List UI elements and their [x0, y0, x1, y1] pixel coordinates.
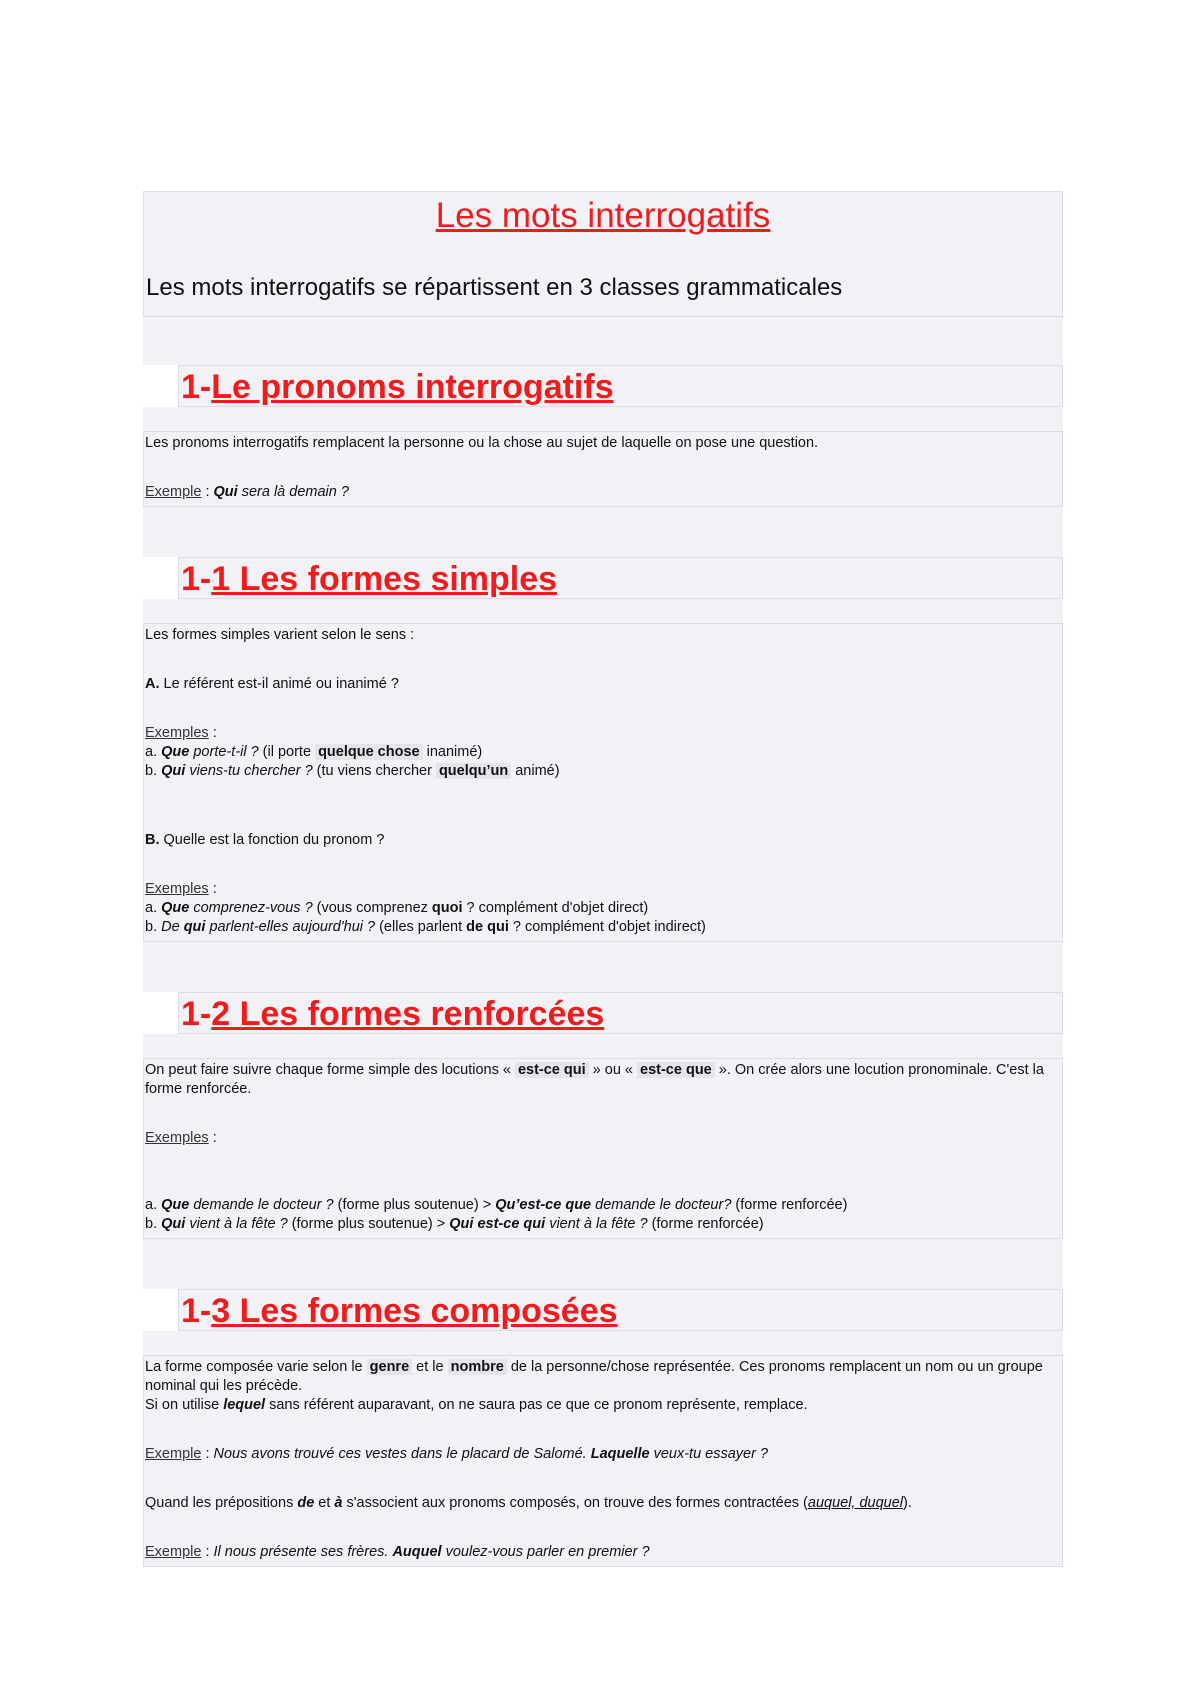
page-title: Les mots interrogatifs [435, 196, 771, 235]
section-number: 1- [181, 560, 212, 598]
spacer [143, 942, 1063, 992]
examples-label: Exemples [145, 881, 209, 897]
section-number: 1- [181, 995, 212, 1033]
section-1-2-heading [178, 992, 1063, 1034]
section-1-1-heading [178, 557, 1063, 599]
text: et le [412, 1359, 448, 1375]
section-1-3-body [143, 1355, 1063, 1567]
spacer [145, 781, 1060, 831]
section-title: 1 Les formes simples [211, 560, 558, 598]
section-1-2-body [143, 1058, 1063, 1239]
paragraph [145, 1358, 1060, 1396]
example-text: vient à la fête ? [185, 1216, 288, 1232]
text: ». On crée alors une locution pronominale. C'est la forme renforcée. [145, 1062, 1044, 1097]
example-text: veux-tu essayer ? [649, 1446, 769, 1462]
text: » ou « [588, 1062, 638, 1078]
keyword-highlight: nombre [448, 1359, 507, 1375]
examples-label: Exemples [145, 725, 209, 741]
paragraph [145, 1396, 1060, 1415]
examples-heading [145, 1129, 1060, 1148]
keyword: Qu’est-ce que [495, 1197, 592, 1213]
example-line [145, 483, 1060, 502]
example-text: (elles parlent [375, 919, 467, 935]
keyword: Qui est-ce qui [449, 1216, 546, 1232]
section-number: 1- [181, 368, 212, 406]
spacer [145, 1099, 1060, 1129]
spacer [145, 1513, 1060, 1543]
example-label: Exemple [145, 1446, 202, 1462]
spacer [145, 645, 1060, 675]
keyword-highlight: quelqu’un [436, 763, 511, 779]
example-text: ? complément d'objet direct) [462, 900, 649, 916]
text: sans référent auparavant, on ne saura pas ce que ce pronom représente, remplace. [265, 1397, 808, 1413]
keyword: Laquelle [590, 1446, 650, 1462]
keyword-highlight: quelque chose [315, 744, 423, 760]
example-text: demande le docteur ? [189, 1197, 334, 1213]
keyword: Qui [161, 1216, 186, 1232]
label-b: B. [145, 832, 160, 848]
paragraph: Les pronoms interrogatifs remplacent la personne ou la chose au sujet de laquelle on pose une question. [145, 435, 819, 451]
text: La forme composée varie selon le [145, 1359, 367, 1375]
example-label: Exemple [145, 1544, 202, 1560]
keyword: Qui [213, 484, 238, 500]
colon: : [208, 725, 217, 741]
example-line [145, 743, 1060, 762]
keyword: de qui [466, 919, 509, 935]
question-text: Le référent est-il animé ou inanimé ? [159, 676, 399, 692]
example-text: inanimé) [422, 744, 483, 760]
example-text: demande le docteur? [591, 1197, 732, 1213]
spacer [143, 317, 1063, 365]
example-text: Il nous présente ses frères. [213, 1544, 393, 1560]
spacer [143, 407, 1063, 431]
example-line [145, 918, 1060, 937]
example-text: viens-tu chercher ? [185, 763, 313, 779]
keyword-highlight: est-ce que [637, 1062, 715, 1078]
example-text: vient à la fête ? [545, 1216, 648, 1232]
example-text: De [161, 919, 184, 935]
example-text: porte-t-il ? [189, 744, 259, 760]
example-line [145, 1215, 1060, 1234]
example-line [145, 1543, 1060, 1562]
colon: : [208, 1130, 217, 1146]
keyword: lequel [223, 1397, 266, 1413]
keyword-highlight: est-ce qui [515, 1062, 589, 1078]
spacer [145, 694, 1060, 724]
section-title: 2 Les formes renforcées [211, 995, 605, 1033]
example-text: (forme plus soutenue) > [287, 1216, 450, 1232]
example-text: Nous avons trouvé ces vestes dans le placard de Salomé. [213, 1446, 591, 1462]
item-marker: b. [145, 1216, 162, 1232]
examples-label: Exemples [145, 1130, 209, 1146]
keyword: Que [161, 1197, 190, 1213]
label-a: A. [145, 676, 160, 692]
separator: : [201, 1544, 214, 1560]
example-text: (forme renforcée) [731, 1197, 848, 1213]
example-text: parlent-elles aujourd'hui ? [205, 919, 376, 935]
examples-heading [145, 880, 1060, 899]
question-text: Quelle est la fonction du pronom ? [159, 832, 385, 848]
text: Si on utilise [145, 1397, 224, 1413]
section-1-body [143, 431, 1063, 507]
text: Quand les prépositions [145, 1495, 298, 1511]
paragraph: Les formes simples varient selon le sens : [145, 627, 415, 643]
spacer [145, 850, 1060, 880]
example-text: sera là demain ? [237, 484, 349, 500]
example-text: comprenez-vous ? [189, 900, 313, 916]
section-number: 1- [181, 1292, 212, 1330]
examples-heading [145, 724, 1060, 743]
keyword: de [297, 1495, 315, 1511]
section-1-1-body [143, 623, 1063, 942]
spacer [143, 507, 1063, 557]
spacer [143, 1331, 1063, 1355]
keyword: Que [161, 900, 190, 916]
item-marker: a. [145, 900, 162, 916]
example-line [145, 762, 1060, 781]
spacer [145, 1415, 1060, 1445]
text: et [314, 1495, 335, 1511]
section-1-3-heading [178, 1289, 1063, 1331]
spacer [145, 1464, 1060, 1494]
example-text: (vous comprenez [312, 900, 432, 916]
example-text: auquel, duquel [807, 1495, 904, 1511]
example-label: Exemple [145, 484, 202, 500]
item-marker: b. [145, 919, 162, 935]
document-sheet [143, 191, 1063, 1567]
example-text: (forme plus soutenue) > [333, 1197, 496, 1213]
example-text: ? complément d'objet indirect) [508, 919, 706, 935]
keyword: Que [161, 744, 190, 760]
keyword: quoi [431, 900, 463, 916]
example-text: (tu viens chercher [312, 763, 436, 779]
spacer [145, 453, 1060, 483]
title-block [143, 191, 1063, 317]
text: s'associent aux pronoms composés, on trouve des formes contractées ( [342, 1495, 808, 1511]
example-line [145, 1196, 1060, 1215]
item-marker: a. [145, 1197, 162, 1213]
separator: : [201, 484, 214, 500]
keyword: qui [183, 919, 206, 935]
separator: : [201, 1446, 214, 1462]
section-title: Le pronoms interrogatifs [211, 368, 614, 406]
example-text: animé) [511, 763, 560, 779]
text: ). [903, 1495, 912, 1511]
intro-text: Les mots interrogatifs se répartissent en 3 classes grammaticales [146, 274, 843, 301]
example-line [145, 899, 1060, 918]
spacer [143, 599, 1063, 623]
item-marker: a. [145, 744, 162, 760]
example-text: voulez-vous parler en premier ? [441, 1544, 650, 1560]
paragraph [145, 1061, 1060, 1099]
spacer [143, 1239, 1063, 1289]
item-marker: b. [145, 763, 162, 779]
spacer [145, 1148, 1060, 1196]
question-a [145, 675, 1060, 694]
text: On peut faire suivre chaque forme simple des locutions « [145, 1062, 515, 1078]
paragraph [145, 1494, 1060, 1513]
keyword: Auquel [392, 1544, 442, 1560]
keyword: à [334, 1495, 343, 1511]
keyword-highlight: genre [367, 1359, 413, 1375]
example-text: (forme renforcée) [647, 1216, 764, 1232]
text: de la personne/chose représentée. Ces pronoms remplacent un nom ou un groupe nominal qui les précède. [145, 1359, 1043, 1394]
colon: : [208, 881, 217, 897]
spacer [143, 1034, 1063, 1058]
keyword: Qui [161, 763, 186, 779]
question-b [145, 831, 1060, 850]
example-text: (il porte [258, 744, 316, 760]
section-title: 3 Les formes composées [211, 1292, 618, 1330]
section-1-heading [178, 365, 1063, 407]
example-line [145, 1445, 1060, 1464]
